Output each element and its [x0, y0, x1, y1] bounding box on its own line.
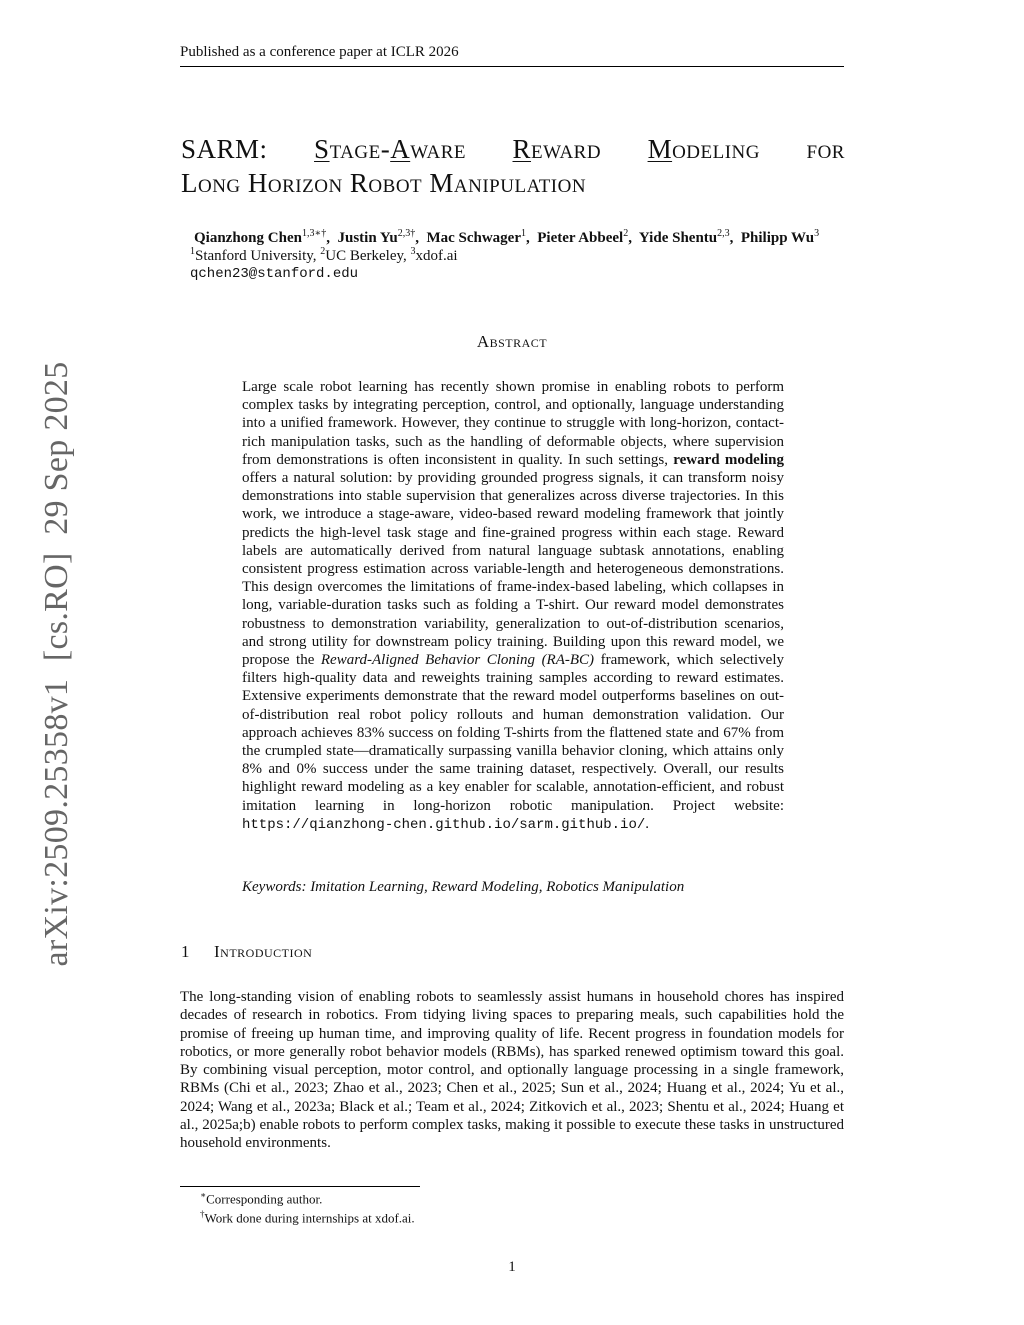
author-name: Qianzhong Chen — [194, 230, 302, 246]
footnote-corresponding — [200, 1190, 322, 1207]
title-w4-rest: odeling — [672, 134, 761, 164]
title-w2-rest: ware — [410, 134, 467, 164]
abstract-body — [242, 378, 784, 834]
affiliations — [190, 246, 458, 265]
project-website-link[interactable]: https://qianzhong-chen.github.io/sarm.github.io/ — [242, 816, 646, 833]
author-name: Mac Schwager — [426, 230, 521, 246]
author-name: Philipp Wu — [740, 230, 815, 246]
abstract-heading: Abstract — [476, 332, 548, 351]
author-marks: 1 — [521, 228, 526, 239]
abstract-text-2: offers a natural solution: by providing grounded progress signals, it can transform noisy demonstrations into stable supervision that generalizes across diverse trajectories. In this work, we introduce a stage-aware, video-based reward modeling framework that jointly predicts the high-level task stage and fine-grained progress within each stage. Reward labels are automatically derived from natural language subtask annotations, enabling consistent progress estimation across variable-length and heterogeneous demonstrations. This design overcomes the limitations of frame-index-based labeling, which collapses in long, variable-duration tasks such as folding a T-shirt. Our reward model demonstrates robustness to demonstration variability, generalization to out-of-distribution scenarios, and strong utility for downstream policy training. Building upon this reward model, we propose the — [242, 470, 784, 669]
introduction-body: The long-standing vision of enabling robots to seamlessly assist humans in household chores has inspired decades of research in robotics. From tidying living spaces to preparing meals, such capabilities hold the promise of freeing up human time, and improving quality of life. Recent progress in foundation models for robotics, or more generally robot behavior models (RBMs), has sparked renewed optimism toward this goal. By combining visual perception, motor control, and optionally language processing in a single framework, RBMs (Chi et al., 2023; Zhao et al., 2023; Chen et al., 2025; Sun et al., 2024; Huang et al., 2024; Yu et al., 2024; Wang et al., 2023a; Black et al.; Team et al., 2024; Zitkovich et al., 2023; Shentu et al., 2024; Huang et al., 2025a;b) enable robots to perform complex tasks, making it possible to execute these tasks in unstructured household environments. — [180, 989, 844, 1152]
page-number: 1 — [508, 1259, 516, 1275]
title-w2-initial: A — [390, 134, 411, 164]
author-name: Pieter Abbeel — [537, 230, 624, 246]
keywords: Keywords: Imitation Learning, Reward Modeling, Robotics Manipulation — [242, 879, 685, 895]
title-w1-initial: S — [314, 134, 330, 164]
author-name: Justin Yu — [337, 230, 398, 246]
section-title: Introduction — [214, 942, 313, 961]
contact-email[interactable]: qchen23@stanford.edu — [190, 266, 359, 282]
footnote-internship — [200, 1209, 415, 1226]
abstract-bold-term: reward modeling — [673, 451, 784, 468]
affil-name: xdof.ai — [415, 248, 458, 264]
arxiv-stamp: arXiv:2509.25358v1 [cs.RO] 29 Sep 2025 — [38, 361, 75, 967]
title-w4-initial: M — [647, 134, 673, 164]
affil-name: UC Berkeley, — [325, 248, 407, 264]
affil-mark: 3 — [410, 246, 416, 257]
footnote-text: Corresponding author. — [206, 1191, 323, 1207]
abstract-text-1: Large scale robot learning has recently shown promise in enabling robots to perform complex tasks by integrating perception, control, and optionally, language understanding into a unified framework. However, they continue to struggle with long-horizon, contact-rich manipulation tasks, such as the handling of deformable objects, where supervision from demonstrations is often inconsistent in quality. In such settings, — [242, 379, 784, 468]
footnote-mark: ∗ — [200, 1190, 207, 1200]
affil-name: Stanford University, — [195, 248, 317, 264]
title-w3-rest: eward — [531, 134, 602, 164]
footnote-mark: † — [200, 1209, 205, 1219]
title-w5: for — [806, 134, 845, 164]
title-w1-rest: tage- — [329, 134, 391, 164]
abstract-end: . — [645, 815, 650, 832]
author-marks: 2,3† — [397, 228, 416, 239]
title-line2: Long Horizon Robot Manipulation — [181, 168, 587, 198]
abstract-text-3: framework, which selectively filters high-quality data and reweights training samples according to reward estimates. Extensive experiments demonstrate that the reward model outperforms baselines on out-of-distribution real robot policy rollouts and human demonstration validation. Our approach achieves 83% success on folding T-shirts from the flattened state and 67% from the crumpled state—dramatically surpassing vanilla behavior cloning, which attains only 8% and 0% success under the same training dataset, respectively. Overall, our results highlight reward modeling as a key enabler for scalable, annotation-efficient, and robust imitation learning in long-horizon robotic manipulation. Project website: — [242, 652, 784, 814]
author-marks: 1,3∗† — [301, 228, 327, 239]
title-acronym: SARM: — [181, 134, 268, 164]
paper-title — [181, 132, 845, 200]
abstract-italic-term: Reward-Aligned Behavior Cloning (RA-BC) — [320, 652, 595, 669]
author-name: Yide Shentu — [638, 230, 718, 246]
author-marks: 2,3 — [717, 228, 730, 239]
author-list: Qianzhong Chen$^{1,3∗\dagger}$, Justin $Yu^{2,3\dagger}$, Mac Schwager$^1$, Pieter Abbeel$^2$, Yide Shentu$^{2,3}$, Philipp Wu$^3$ — [194, 228, 820, 246]
affil-mark: 2 — [320, 246, 326, 257]
affil-mark: 1 — [190, 246, 195, 257]
title-w3-initial: R — [512, 134, 532, 164]
author-marks: 3 — [814, 228, 820, 239]
footnote-rule — [180, 1186, 420, 1187]
running-header: Published as a conference paper at ICLR 2026 — [180, 44, 459, 60]
section-number: 1 — [181, 942, 190, 961]
author-marks: 2 — [623, 228, 629, 239]
header-rule — [180, 66, 844, 67]
footnote-text: Work done during internships at xdof.ai. — [204, 1210, 415, 1226]
